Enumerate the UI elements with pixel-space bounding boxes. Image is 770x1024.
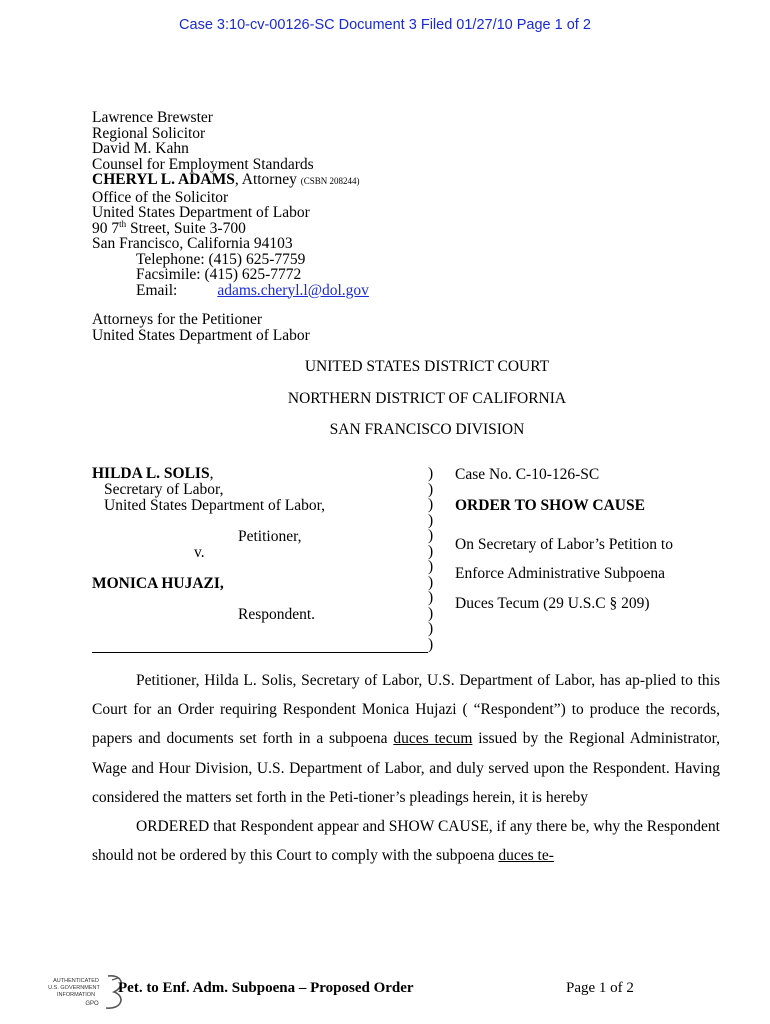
- body-text-segment: issued by the Regional Administrator, Wage and Hour Division, U.S. Department of Labor, and duly served upon the Respondent. Having considered the matters set forth in the Peti-tioner’s pleadings herein, it is hereby: [92, 730, 721, 806]
- seal-line: U.S. GOVERNMENT: [48, 985, 100, 991]
- attorneys-for-line: Attorneys for the Petitioner: [92, 311, 263, 328]
- email-link[interactable]: adams.cheryl.l@dol.gov: [217, 281, 369, 299]
- petitioner-name: HILDA L. SOLIS: [92, 465, 210, 482]
- case-number: Case No. C-10-126-SC: [455, 466, 600, 483]
- caption-parentheses: ) ) ) ) ) ) ) ) ) ) ) ): [428, 465, 434, 653]
- petitioner-department: United States Department of Labor,: [104, 497, 326, 514]
- order-body: [92, 666, 720, 870]
- order-description-line: Enforce Administrative Subpoena: [455, 565, 666, 582]
- facsimile: Facsimile: (415) 625-7772: [136, 266, 302, 283]
- counsel-line: United States Department of Labor: [92, 204, 310, 221]
- attorneys-for-line: United States Department of Labor: [92, 327, 310, 344]
- attorney-title: , Attorney: [234, 171, 301, 188]
- order-description-line: On Secretary of Labor’s Petition to: [455, 536, 673, 553]
- footer-document-title: Pet. to Enf. Adm. Subpoena – Proposed Order: [118, 980, 414, 996]
- counsel-line: [92, 172, 369, 190]
- counsel-line: Office of the Solicitor: [92, 188, 229, 206]
- court-district: NORTHERN DISTRICT OF CALIFORNIA: [287, 390, 567, 407]
- respondent-name: MONICA HUJAZI,: [92, 575, 224, 592]
- underlined-term: duces tecum: [393, 730, 473, 748]
- petitioner-title: Secretary of Labor,: [104, 481, 224, 498]
- counsel-line: Counsel for Employment Standards: [92, 155, 314, 173]
- body-text-segment: Petitioner, Hilda L. Solis, Secretary of Labor, U.S. Department of Labor, has ap-plied to this Court for an Order requiring Respondent Monica Hujazi ( “Respondent”) to produce the records, papers and documents set forth in a subpoena: [92, 672, 720, 748]
- court-name: UNITED STATES DISTRICT COURT: [304, 358, 550, 375]
- petitioner-role: Petitioner,: [238, 528, 302, 545]
- attorney-name: CHERYL L. ADAMS: [92, 171, 235, 188]
- order-title: ORDER TO SHOW CAUSE: [455, 497, 645, 514]
- case-stamp-header: Case 3:10-cv-00126-SC Document 3 Filed 01/27/10 Page 1 of 2: [179, 17, 591, 33]
- email-label: Email:: [136, 281, 178, 299]
- street-number: 90 7: [92, 219, 120, 237]
- underlined-term: duces te-: [498, 847, 554, 865]
- counsel-line: David M. Kahn: [92, 140, 189, 157]
- seal-line: GPO: [85, 1001, 99, 1007]
- petitioner-line: [92, 466, 213, 482]
- telephone: Telephone: (415) 625-7759: [136, 250, 306, 268]
- petitioner-comma: ,: [209, 465, 214, 482]
- ordinal-suffix: th: [119, 218, 127, 229]
- counsel-line: [92, 218, 369, 237]
- order-description-line: Duces Tecum (29 U.S.C § 209): [455, 595, 650, 612]
- email-line: [92, 283, 369, 299]
- body-paragraph: [92, 812, 720, 870]
- street-rest: Street, Suite 3-700: [126, 219, 246, 237]
- caption-underline: [92, 652, 428, 653]
- versus: v.: [194, 544, 205, 561]
- seal-line: INFORMATION: [56, 992, 96, 998]
- court-division: SAN FRANCISCO DIVISION: [329, 421, 525, 438]
- body-paragraph: [92, 666, 720, 812]
- respondent-role: Respondent.: [238, 606, 316, 623]
- bar-number: (CSBN 208244): [300, 176, 360, 186]
- counsel-line: San Francisco, California 94103: [92, 235, 293, 252]
- attorneys-for-block: [92, 312, 310, 344]
- seal-line: AUTHENTICATED: [53, 978, 99, 984]
- counsel-block: [92, 110, 369, 298]
- body-text-segment: ORDERED that Respondent appear and SHOW CAUSE, if any there be, why the Respondent should not be ordered by this Court to comply with the subpoena: [92, 818, 720, 865]
- footer-page-number: Page 1 of 2: [566, 980, 634, 996]
- counsel-line: Lawrence Brewster: [92, 109, 213, 126]
- counsel-line: Regional Solicitor: [92, 124, 206, 142]
